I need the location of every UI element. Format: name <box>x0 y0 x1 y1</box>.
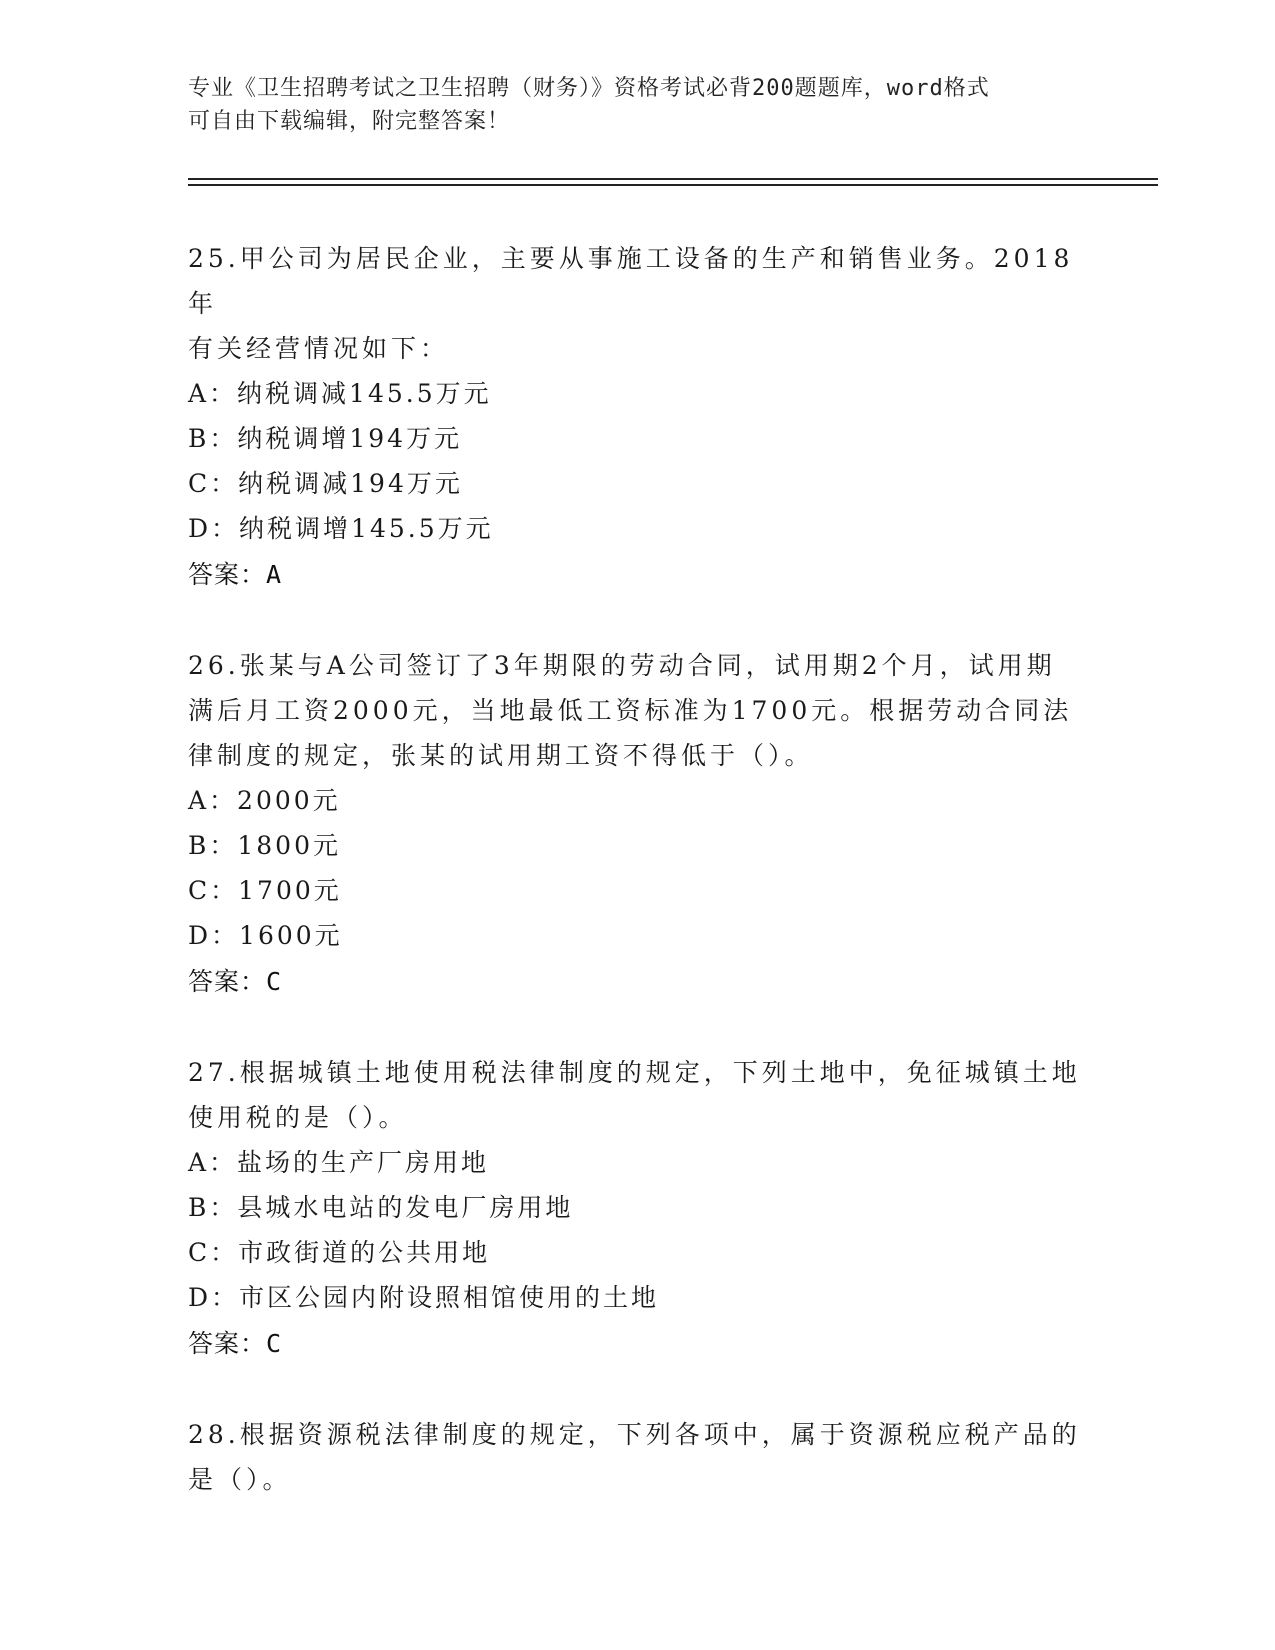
option-d: D：市区公园内附设照相馆使用的土地 <box>188 1283 660 1312</box>
question-25 <box>188 236 1088 599</box>
question-list <box>188 236 1088 1546</box>
option-b: B：1800元 <box>188 831 341 860</box>
option-c: C：市政街道的公共用地 <box>188 1238 491 1267</box>
option-a: A：2000元 <box>188 786 341 815</box>
answer-label: 答案： <box>188 967 267 996</box>
option-a: A：盐场的生产厂房用地 <box>188 1148 490 1177</box>
question-text-line: 使用税的是（）。 <box>188 1103 408 1132</box>
question-26 <box>188 643 1088 1006</box>
answer-value: A <box>266 560 283 589</box>
option-c: C：纳税调减194万元 <box>188 469 463 498</box>
answer-line <box>188 1320 1088 1368</box>
header-divider-bottom <box>188 184 1158 186</box>
question-text-line: 是（）。 <box>188 1465 292 1494</box>
question-text-line: 26.张某与A公司签订了3年期限的劳动合同，试用期2个月，试用期 <box>188 651 1056 680</box>
question-text-line: 25.甲公司为居民企业，主要从事施工设备的生产和销售业务。2018年 <box>188 244 1074 318</box>
answer-line <box>188 551 1088 599</box>
question-text-line: 满后月工资2000元，当地最低工资标准为1700元。根据劳动合同法 <box>188 696 1073 725</box>
header-line-2: 可自由下载编辑，附完整答案！ <box>188 109 511 134</box>
document-header <box>188 72 1088 138</box>
header-line-1: 专业《卫生招聘考试之卫生招聘（财务）》资格考试必背200题题库，word格式 <box>188 76 990 101</box>
option-c: C：1700元 <box>188 876 342 905</box>
question-text-line: 28.根据资源税法律制度的规定，下列各项中，属于资源税应税产品的 <box>188 1420 1081 1449</box>
question-text-line: 27.根据城镇土地使用税法律制度的规定，下列土地中，免征城镇土地 <box>188 1058 1081 1087</box>
option-a: A：纳税调减145.5万元 <box>188 379 492 408</box>
option-d: D：纳税调增145.5万元 <box>188 514 494 543</box>
question-27 <box>188 1050 1088 1368</box>
answer-label: 答案： <box>188 1329 267 1358</box>
answer-value: C <box>266 967 283 996</box>
answer-line <box>188 958 1088 1006</box>
option-d: D：1600元 <box>188 921 343 950</box>
question-28 <box>188 1412 1088 1502</box>
answer-value: C <box>266 1329 283 1358</box>
question-text-line: 有关经营情况如下： <box>188 334 450 363</box>
option-b: B：纳税调增194万元 <box>188 424 463 453</box>
header-divider-top <box>188 178 1158 180</box>
question-text-line: 律制度的规定，张某的试用期工资不得低于（）。 <box>188 741 814 770</box>
option-b: B：县城水电站的发电厂房用地 <box>188 1193 574 1222</box>
answer-label: 答案： <box>188 560 267 589</box>
